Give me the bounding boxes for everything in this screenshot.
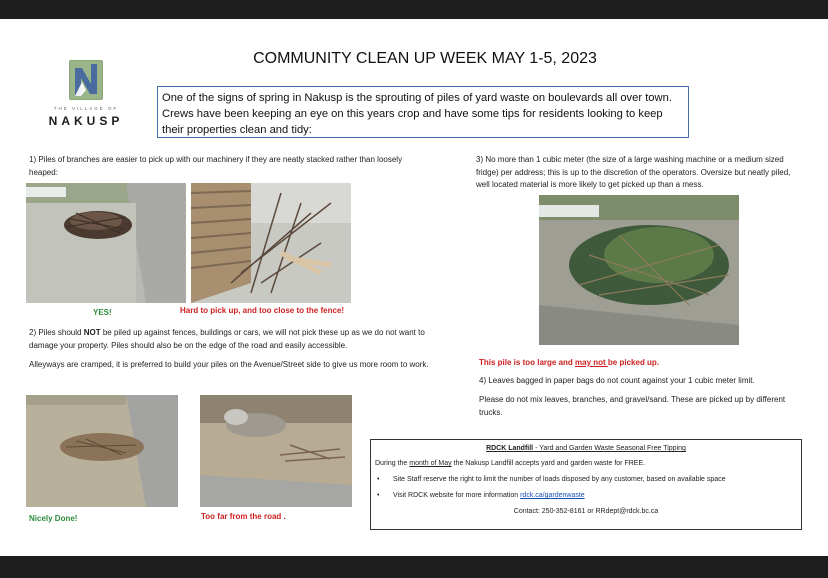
tip1-text: 1) Piles of branches are easier to pick up with our machinery if they are neatly stacked rather than loosely heaped: bbox=[29, 155, 403, 177]
logo-name: NAKUSP bbox=[48, 114, 124, 128]
caption-large-prefix: This pile is too large and bbox=[479, 358, 576, 367]
rdck-bullet-staff: • Site Staff reserve the right to limit the number of loads disposed by any customer, based on available space bbox=[375, 472, 795, 488]
photo-too-far-from-road bbox=[200, 395, 352, 507]
tip3-text: 3) No more than 1 cubic meter (the size of a large washing machine or a medium sized fridge) per address; this is up to the discretion of the operators. Oversize but neatly piled, well located material is more likely to get picked up than a mess. bbox=[476, 155, 791, 189]
caption-too-far: Too far from the road . bbox=[201, 512, 286, 521]
photo-neat-pile bbox=[26, 183, 186, 303]
rdck-bullet2-prefix: Visit RDCK website for more information bbox=[393, 492, 521, 499]
caption-too-close-fence: Hard to pick up, and too close to the fence! bbox=[180, 306, 345, 315]
rdck-info-box bbox=[370, 439, 802, 530]
intro-box: One of the signs of spring in Nakusp is the sprouting of piles of yard waste on boulevards all over town. Crews have been keeping an eye on this years crop and have some tips for residents looking to keep their properties clean and tidy: bbox=[157, 86, 689, 138]
bottom-black-bar bbox=[0, 556, 828, 578]
tip4-text: 4) Leaves bagged in paper bags do not count against your 1 cubic meter limit. bbox=[479, 376, 755, 385]
mix-note-text: Please do not mix leaves, branches, and gravel/sand. These are picked up by different trucks. bbox=[479, 395, 786, 417]
caption-yes: YES! bbox=[93, 308, 112, 317]
tip2-emphasis: NOT bbox=[83, 328, 101, 337]
top-black-bar bbox=[0, 0, 828, 19]
alleyways-text: Alleyways are cramped, it is preferred to build your piles on the Avenue/Street side to give us more room to work. bbox=[29, 360, 429, 369]
caption-nicely-done: Nicely Done! bbox=[29, 514, 78, 523]
logo-village-text: THE VILLAGE OF bbox=[53, 106, 119, 111]
caption-pile-too-large bbox=[479, 358, 659, 367]
tip2-prefix: 2) Piles should bbox=[29, 328, 84, 337]
photo-large-pile bbox=[539, 195, 739, 345]
rdck-line1 bbox=[375, 460, 645, 467]
photo-nicely-done bbox=[26, 395, 178, 507]
village-logo bbox=[40, 56, 132, 130]
rdck-website-link[interactable]: rdck.ca/gardenwaste bbox=[520, 492, 585, 499]
rdck-line1-rest: the Nakusp Landfill accepts yard and garden waste for FREE. bbox=[451, 460, 646, 467]
rdck-bullets bbox=[375, 472, 795, 504]
rdck-heading bbox=[371, 445, 801, 452]
rdck-bullet-website bbox=[375, 488, 795, 504]
rdck-heading-rest: - Yard and Garden Waste Seasonal Free Tipping bbox=[533, 445, 686, 452]
rdck-line1-prefix: During the bbox=[375, 460, 410, 467]
page-title: COMMUNITY CLEAN UP WEEK MAY 1-5, 2023 bbox=[253, 50, 597, 67]
photo-pile-near-fence bbox=[191, 183, 351, 303]
rdck-contact: Contact: 250-352-8161 or RRdept@rdck.bc.ca bbox=[513, 508, 659, 515]
tip2-rest: be piled up against fences, buildings or cars, we will not pick these up as we do not want to damage your property. Piles should also be on the edge of the road and easily accessible. bbox=[29, 328, 425, 350]
rdck-line1-underlined: month of May bbox=[409, 460, 452, 467]
rdck-heading-bold: RDCK Landfill bbox=[486, 445, 534, 452]
caption-large-underlined: may not bbox=[575, 358, 608, 367]
nakusp-logo-mark-icon bbox=[69, 60, 103, 100]
tip2-text bbox=[29, 327, 434, 352]
caption-large-suffix: be picked up. bbox=[607, 358, 660, 367]
